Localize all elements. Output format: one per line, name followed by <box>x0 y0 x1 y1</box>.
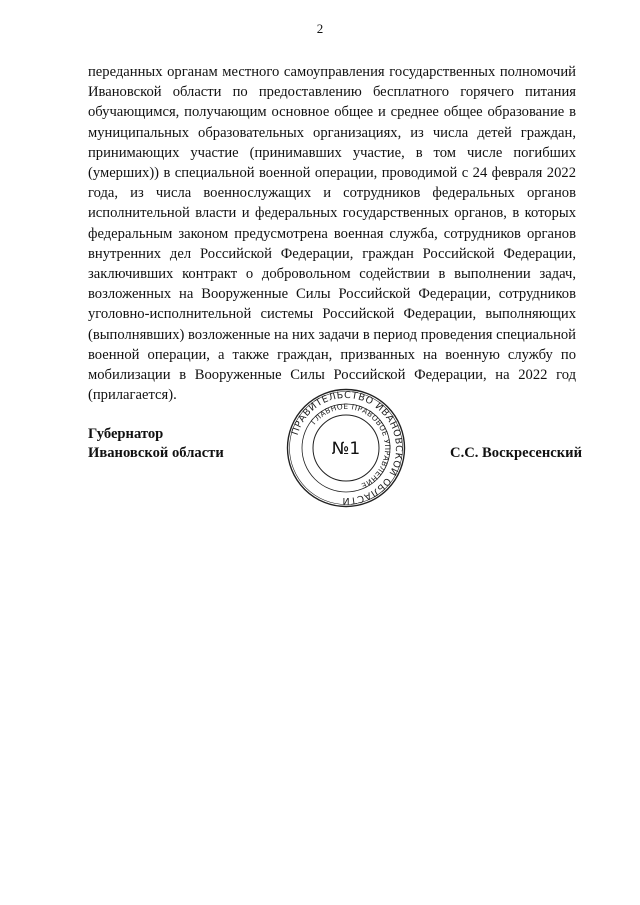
signatory-title <box>88 425 224 463</box>
document-body <box>88 62 576 405</box>
seal-outer-text: ПРАВИТЕЛЬСТВО ИВАНОВСКОЙ ОБЛАСТИ <box>289 389 405 507</box>
seal-number: №1 <box>331 439 361 459</box>
body-paragraph: переданных органам местного самоуправления государственных полномочий Ивановской области по предоставлению бесплатного горячего питания обучающимся, получающим основное общее и среднее общее образование в муниципальных образовательных организациях, из числа детей граждан, принимающих участие (принимавших участие, в том числе погибших (умерших)) в специальной военной операции, проводимой с 24 февраля 2022 года, из числа военнослужащих и сотрудников федеральных органов исполнительной власти и федеральных государственных органов, в которых федеральным законом предусмотрена военная служба, сотрудников органов внутренних дел Российской Федерации, граждан Российской Федерации, заключивших контракт о добровольном содействии в выполнении задач, возложенных на Вооруженные Силы Российской Федерации, сотрудников уголовно-исполнительной системы Российской Федерации, выполняющих (выполнявших) возложенные на них задачи в период проведения специальной военной операции, а также граждан, призванных на военную службу по мобилизации в Вооруженные Силы Российской Федерации, на 2022 год (прилагается). <box>88 64 576 404</box>
signatory-name: С.С. Воскресенский <box>450 445 582 461</box>
signatory-title-line2: Ивановской области <box>88 445 224 461</box>
signatory-title-line1: Губернатор <box>88 426 164 442</box>
official-seal <box>286 388 406 508</box>
seal-inner-text: ГЛАВНОЕ ПРАВОВОЕ УПРАВЛЕНИЕ <box>308 401 393 491</box>
page-number: 2 <box>316 21 324 36</box>
